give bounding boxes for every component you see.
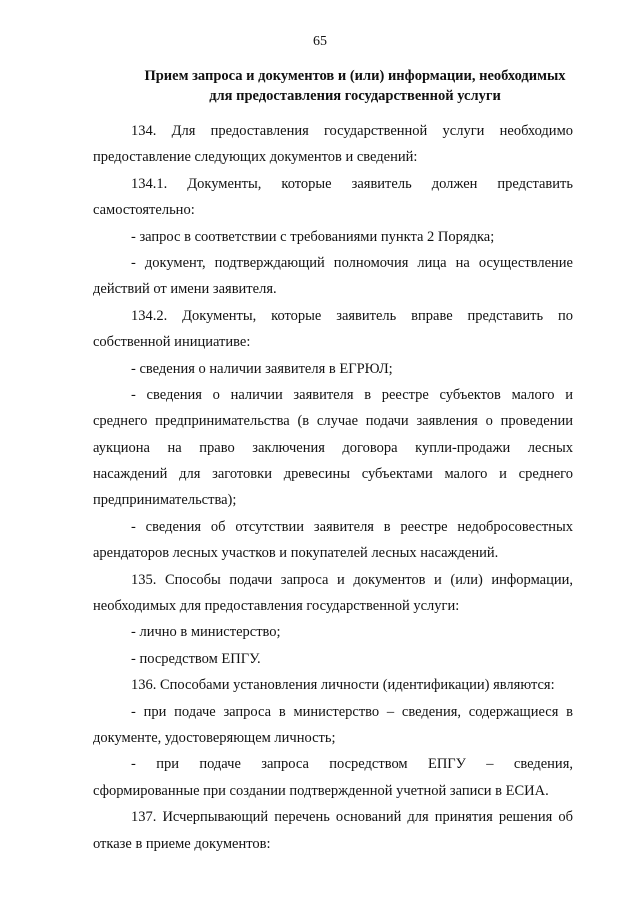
paragraph-134-2-line: 134.2. Документы, которые заявитель вправе представить по (131, 307, 573, 324)
list-item: - посредством ЕПГУ. (131, 650, 261, 667)
heading-line: для предоставления государственной услуги (209, 88, 501, 104)
list-item-continuation: действий от имени заявителя. (93, 281, 277, 298)
paragraph-134-line: предоставление следующих документов и сведений: (93, 149, 418, 166)
section-heading (130, 66, 580, 106)
list-item: - документ, подтверждающий полномочия лица на осуществление (131, 254, 573, 271)
paragraph-137-line: отказе в приеме документов: (93, 835, 271, 852)
list-item-continuation: аукциона на право заключения договора купли-продажи лесных (93, 439, 573, 456)
page-number: 65 (313, 34, 327, 49)
list-item: - лично в министерство; (131, 624, 281, 641)
heading-line: Прием запроса и документов и (или) информации, необходимых (144, 68, 566, 84)
paragraph-136-line: 136. Способами установления личности (идентификации) являются: (131, 677, 555, 694)
list-item: - при подаче запроса в министерство – сведения, содержащиеся в (131, 703, 573, 720)
list-item-continuation: предпринимательства); (93, 492, 237, 509)
list-item-continuation: насаждений для заготовки древесины субъектами малого и среднего (93, 466, 573, 483)
list-item: - сведения об отсутствии заявителя в реестре недобросовестных (131, 518, 573, 535)
paragraph-137-line: 137. Исчерпывающий перечень оснований для принятия решения об (131, 809, 573, 826)
list-item: - сведения о наличии заявителя в ЕГРЮЛ; (131, 360, 393, 377)
paragraph-134-1-line: 134.1. Документы, которые заявитель должен представить (131, 175, 573, 192)
list-item: - запрос в соответствии с требованиями пункта 2 Порядка; (131, 228, 495, 245)
list-item: - сведения о наличии заявителя в реестре субъектов малого и (131, 386, 573, 403)
paragraph-135-line: 135. Способы подачи запроса и документов и (или) информации, (131, 571, 573, 588)
paragraph-135-line: необходимых для предоставления государственной услуги: (93, 598, 460, 615)
list-item-continuation: сформированные при создании подтвержденной учетной записи в ЕСИА. (93, 782, 549, 799)
paragraph-134-line: 134. Для предоставления государственной услуги необходимо (131, 123, 573, 139)
list-item-continuation: арендаторов лесных участков и покупателей лесных насаждений. (93, 545, 499, 562)
list-item-continuation: документе, удостоверяющем личность; (93, 729, 336, 746)
list-item-continuation: среднего предпринимательства (в случае подачи заявления о проведении (93, 413, 573, 430)
paragraph-134-1-line: самостоятельно: (93, 202, 195, 219)
paragraph-134-2-line: собственной инициативе: (93, 334, 251, 351)
body-text (93, 118, 573, 857)
list-item: - при подаче запроса посредством ЕПГУ – сведения, (131, 756, 573, 773)
